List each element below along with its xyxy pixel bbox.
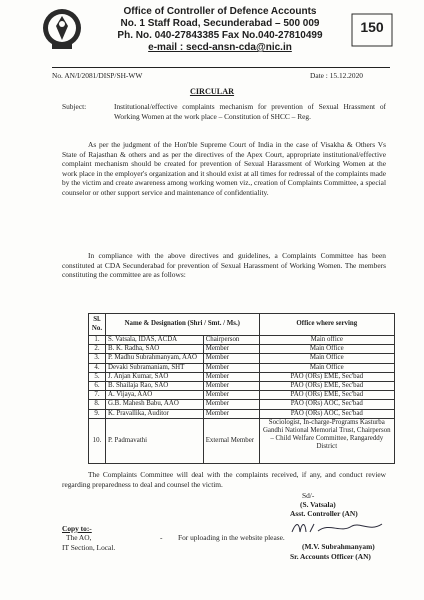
column-header-sl: Sl. No. <box>89 314 106 336</box>
row-office: PAO (ORs) EME, Sec'bad <box>259 372 394 381</box>
table-row <box>89 336 395 345</box>
copy-purpose: For uploading in the website please. <box>178 533 285 542</box>
signatory-name: (S. Vatsala) <box>300 500 336 509</box>
table-row <box>89 354 395 363</box>
table-row <box>89 345 395 354</box>
column-header-name: Name & Designation (Shri / Smt. / Ms.) <box>105 314 259 336</box>
copy-dash: - <box>160 533 163 542</box>
anniversary-logo <box>350 10 394 50</box>
row-office: PAO (ORs) EME, Sec'bad <box>259 391 394 400</box>
row-member-name: J. Anjan Kumar, SAO <box>105 372 203 381</box>
circular-title: CIRCULAR <box>189 87 235 96</box>
office-email: e-mail : secd-ansn-cda@nic.in <box>148 42 292 53</box>
paragraph-judgment: As per the judgment of the Hon'ble Supreme Court of India in the case of Visakha & Others Vs State of Rajasthan & others and as per the directives of the Apex Court, appropriate institutional/effective complaint mechanism should be created for prevention of Sexual Harassment of Working Women at the work place in the employer's organization and it should exist at all times for redressal of the complaints made by the victim and create awareness among working women viz., creation of Complaints Committee, a special counselor or other support service and maintenance of confidentiality. <box>62 140 386 197</box>
row-member-role: Member <box>203 363 259 372</box>
row-sl-number: 9. <box>89 409 106 418</box>
subject-label: Subject: <box>62 102 87 111</box>
paragraph-compliance: In compliance with the above directives and guidelines, a Complaints Committee has been constituted at CDA Secunderabad for prevention of Sexual Harassment of Working Women. The members constituting the committee are as follows: <box>62 251 386 279</box>
office-name: Office of Controller of Defence Accounts <box>123 6 317 17</box>
row-member-role: Member <box>203 400 259 409</box>
row-member-name: B. K. Radha, SAO <box>105 345 203 354</box>
row-member-name: K. Pravallika, Auditor <box>105 409 203 418</box>
copy-recipient: The AO, <box>66 533 92 542</box>
row-member-role: Member <box>203 345 259 354</box>
paragraph-review: The Complaints Committee will deal with the complaints received, if any, and conduct review regarding preparedness to deal and counsel the victim. <box>62 470 386 489</box>
header-divider <box>52 67 390 68</box>
row-office: PAO (ORs) AOC, Sec'bad <box>259 409 394 418</box>
reference-number: No. AN/I/2081/DISP/SH-WW <box>52 71 143 80</box>
office-phone: Ph. No. 040-27843385 Fax No.040-27810499 <box>117 30 323 41</box>
row-office: PAO (ORs) AOC, Sec'bad <box>259 400 394 409</box>
row-office: Sociologist, In-charge-Programs Kasturba Gandhi National Memorial Trust, Chairperson – Child Welfare Committee, Rangareddy District <box>259 418 394 463</box>
signatory-designation: Asst. Controller (AN) <box>290 509 358 518</box>
row-sl-number: 3. <box>89 354 106 363</box>
row-member-role: Chairperson <box>203 336 259 345</box>
row-member-name: A. Vijaya, AAO <box>105 391 203 400</box>
row-sl-number: 5. <box>89 372 106 381</box>
table-row <box>89 363 395 372</box>
row-member-role: Member <box>203 409 259 418</box>
logo-150-text: 150 <box>360 19 384 35</box>
table-row <box>89 400 395 409</box>
row-member-role: Member <box>203 372 259 381</box>
row-member-role: Member <box>203 354 259 363</box>
row-member-name: G.B. Mahesh Babu, AAO <box>105 400 203 409</box>
row-member-name: B. Shailaja Rao, SAO <box>105 382 203 391</box>
table-row <box>89 418 395 463</box>
signature-mark: Sd/- <box>302 491 315 500</box>
table-row <box>89 382 395 391</box>
subject-text: Institutional/effective complaints mechanism for prevention of Sexual Hrassment of Working Women at the work place – Constitution of SHCC – Reg. <box>114 102 386 121</box>
row-sl-number: 10. <box>89 418 106 463</box>
emblem-seal-logo <box>38 6 86 52</box>
row-office: Main Office <box>259 354 394 363</box>
row-sl-number: 6. <box>89 382 106 391</box>
row-sl-number: 4. <box>89 363 106 372</box>
row-office: Main office <box>259 336 394 345</box>
committee-table <box>88 313 395 464</box>
table-row <box>89 372 395 381</box>
row-member-name: P. Padmavathi <box>105 418 203 463</box>
copy-to-label: Copy to:- <box>62 524 92 533</box>
officer-name: (M.V. Subrahmanyam) <box>302 542 375 551</box>
row-member-role: External Member <box>203 418 259 463</box>
row-office: Main Office <box>259 345 394 354</box>
copy-recipient-section: IT Section, Local. <box>62 543 116 552</box>
officer-designation: Sr. Accounts Officer (AN) <box>290 552 371 561</box>
table-row <box>89 391 395 400</box>
row-sl-number: 8. <box>89 400 106 409</box>
handwritten-signature <box>290 518 385 538</box>
row-sl-number: 1. <box>89 336 106 345</box>
row-office: PAO (ORs) EME, Sec'bad <box>259 382 394 391</box>
row-sl-number: 2. <box>89 345 106 354</box>
row-member-role: Member <box>203 382 259 391</box>
row-member-role: Member <box>203 391 259 400</box>
column-header-office: Office where serving <box>259 314 394 336</box>
row-member-name: Devaki Subramaniam, SHT <box>105 363 203 372</box>
row-sl-number: 7. <box>89 391 106 400</box>
office-address: No. 1 Staff Road, Secunderabad – 500 009 <box>120 18 320 29</box>
table-row <box>89 409 395 418</box>
row-member-name: S. Vatsala, IDAS, ACDA <box>105 336 203 345</box>
row-office: Main Office <box>259 363 394 372</box>
circular-date: Date : 15.12.2020 <box>310 71 363 80</box>
row-member-name: P. Madhu Subrahmanyam, AAO <box>105 354 203 363</box>
